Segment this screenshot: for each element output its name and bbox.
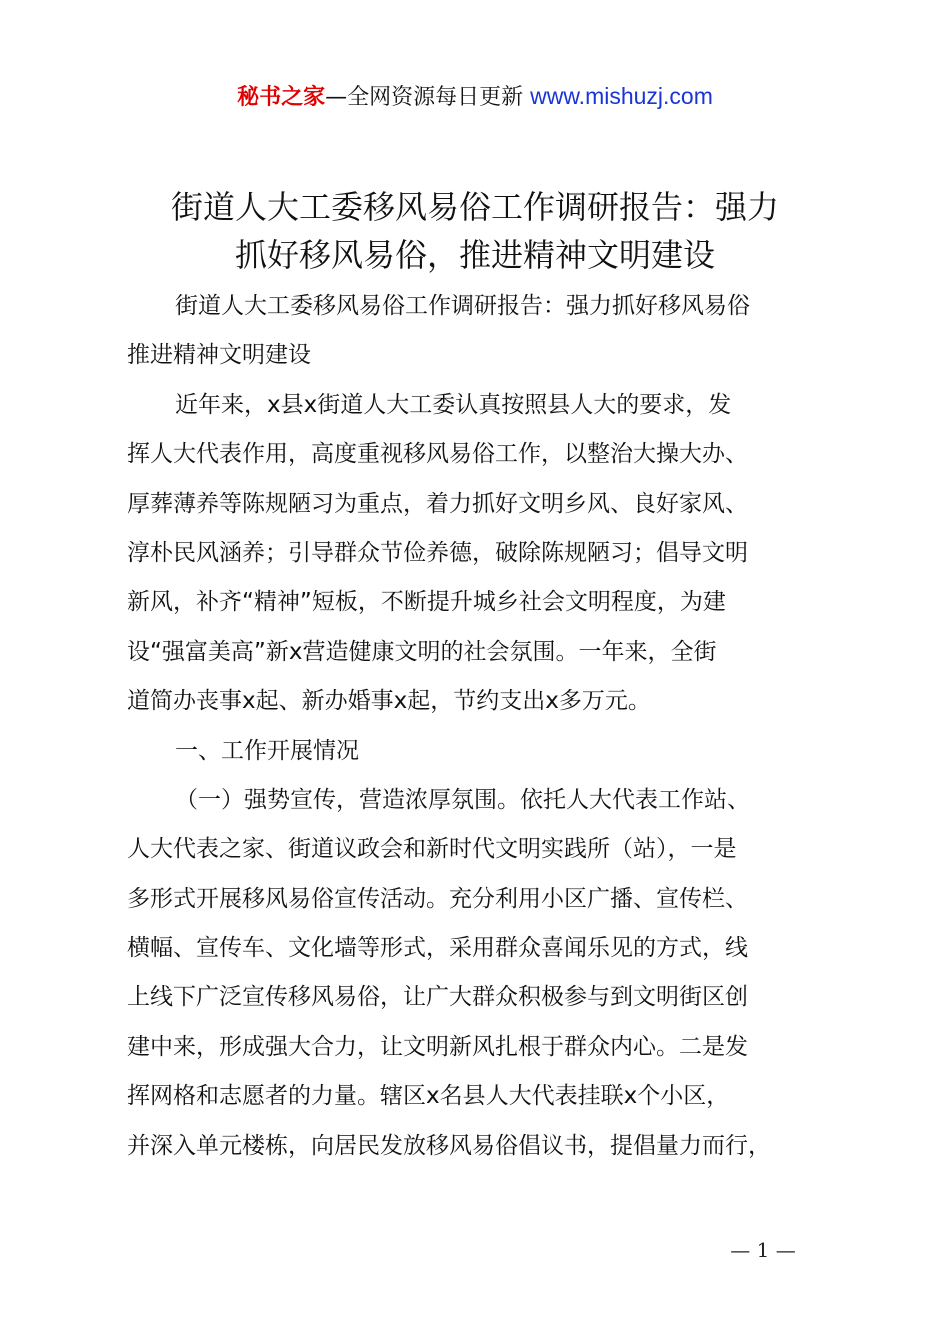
body-line: 挥网格和志愿者的力量。辖区x名县人大代表挂联x个小区， — [127, 1083, 730, 1110]
section-heading: 一、工作开展情况 — [175, 737, 359, 764]
site-header — [0, 78, 950, 116]
brand-name: 秘书之家 — [237, 85, 326, 110]
title-line-2: 抓好移风易俗，推进精神文明建设 — [234, 236, 715, 274]
document-title — [0, 183, 950, 279]
body-line: 建中来，形成强大合力，让文明新风扎根于群众内心。二是发 — [127, 1033, 748, 1060]
page-number: — 1 — — [730, 1238, 796, 1262]
title-line-1: 街道人大工委移风易俗工作调研报告：强力 — [170, 188, 779, 226]
header-tagline: —全网资源每日更新 — [325, 85, 531, 110]
body-line: 人大代表之家、街道议政会和新时代文明实践所（站），一是 — [127, 836, 737, 863]
body-line: 道简办丧事x起、新办婚事x起，节约支出x多万元。 — [127, 688, 651, 715]
body-line: （一）强势宣传，营造浓厚氛围。依托人大代表工作站、 — [175, 786, 750, 813]
body-line: 挥人大代表作用，高度重视移风易俗工作，以整治大操大办、 — [127, 441, 748, 468]
body-line: 推进精神文明建设 — [127, 342, 311, 369]
body-line: 新风，补齐“精神”短板，不断提升城乡社会文明程度，为建 — [127, 589, 726, 616]
body-line: 上线下广泛宣传移风易俗，让广大群众积极参与到文明街区创 — [127, 984, 748, 1011]
body-line: 近年来，x县x街道人大工委认真按照县人大的要求，发 — [175, 391, 732, 418]
body-line: 厚葬薄养等陈规陋习为重点，着力抓好文明乡风、良好家风、 — [127, 490, 748, 517]
body-line: 设“强富美高”新x营造健康文明的社会氛围。一年来，全街 — [127, 638, 717, 665]
body-line: 淳朴民风涵养；引导群众节俭养德，破除陈规陋习；倡导文明 — [127, 539, 748, 566]
document-body — [127, 282, 841, 1171]
body-line: 横幅、宣传车、文化墙等形式，采用群众喜闻乐见的方式，线 — [127, 935, 748, 962]
body-line: 街道人大工委移风易俗工作调研报告：强力抓好移风易俗 — [175, 293, 750, 319]
site-url-link[interactable]: www.mishuzj.com — [530, 83, 713, 109]
body-line: 多形式开展移风易俗宣传活动。充分利用小区广播、宣传栏、 — [127, 885, 748, 912]
body-line: 并深入单元楼栋，向居民发放移风易俗倡议书，提倡量力而行， — [127, 1132, 771, 1159]
